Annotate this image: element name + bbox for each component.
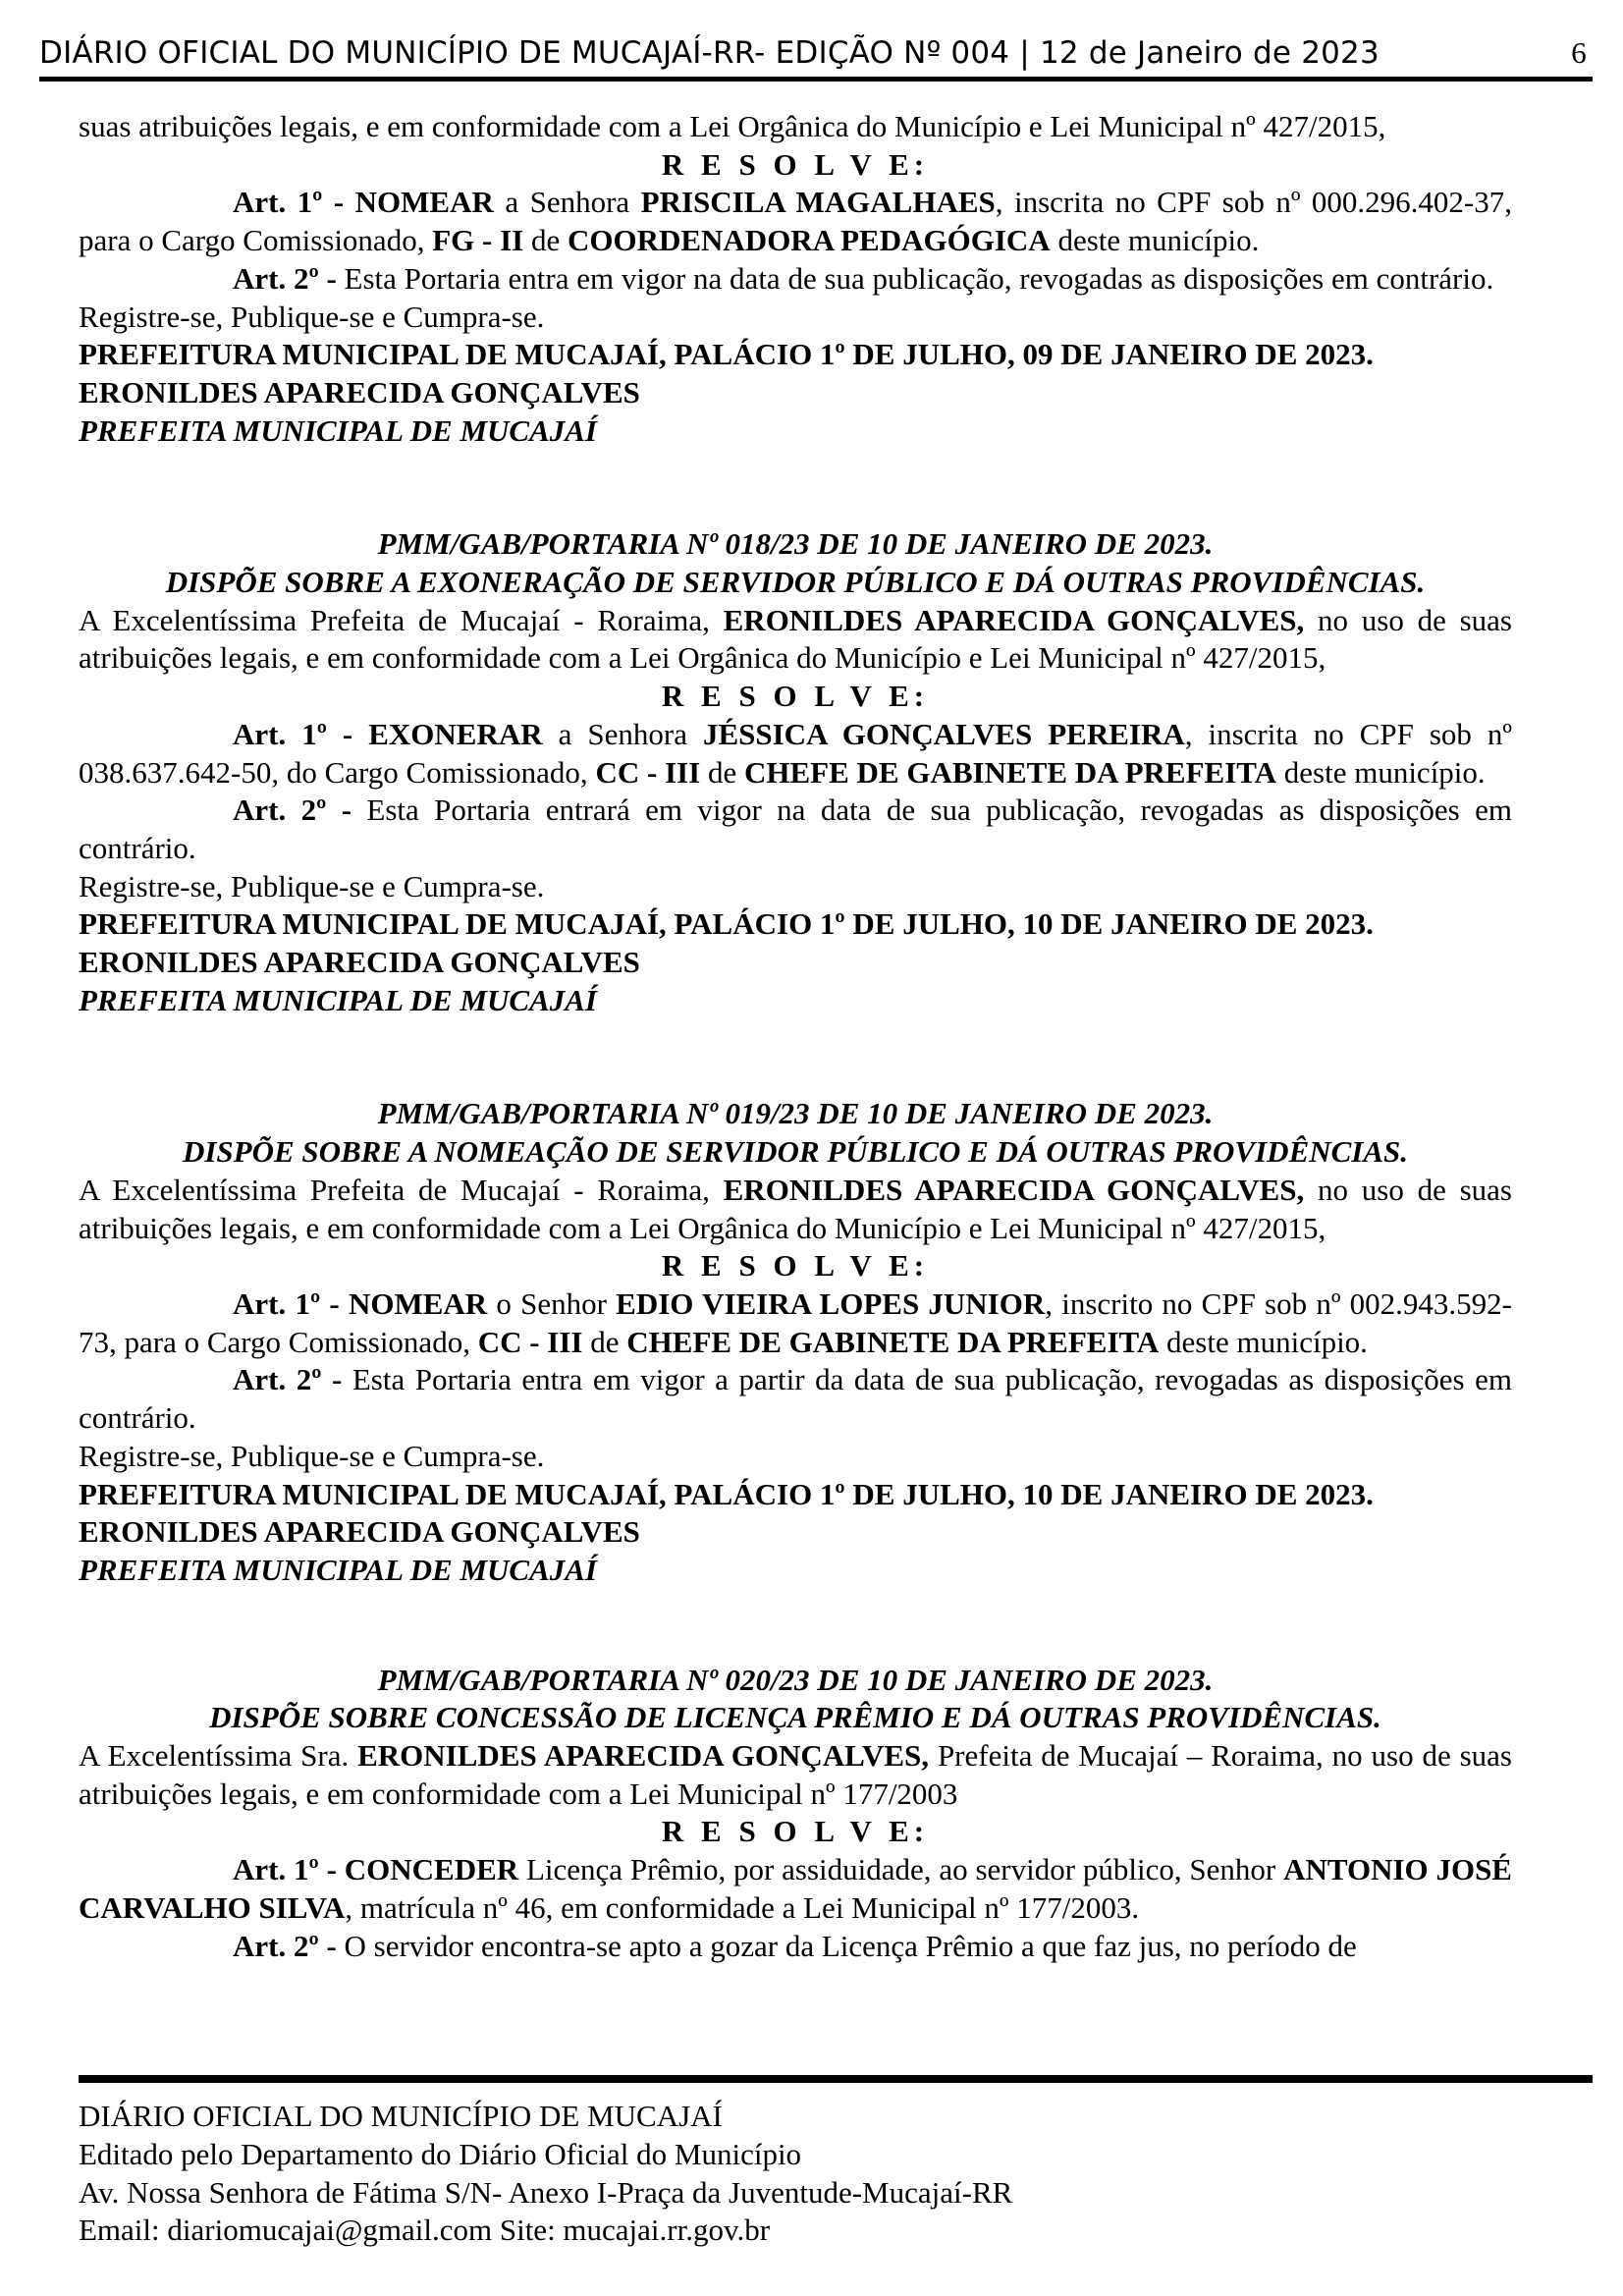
- spacer: [79, 1019, 1512, 1095]
- resolve-heading: R E S O L V E:: [661, 1814, 930, 1849]
- footer-rule: [79, 2075, 1593, 2083]
- portaria-019: [79, 1095, 1512, 1589]
- article-label: Art. 1º - NOMEAR: [233, 185, 494, 220]
- signer-title: PREFEITA MUNICIPAL DE MUCAJAÍ: [79, 1552, 597, 1587]
- article-1: Art. 1º - NOMEAR o Senhor EDIO VIEIRA LOPES JUNIOR, inscrito no CPF sob nº 002.943.592-73, para o Cargo Comissionado, CC - III de CHEFE DE GABINETE DA PREFEITA deste município.: [79, 1285, 1512, 1359]
- article-label: Art. 1º - CONCEDER: [233, 1852, 519, 1887]
- article-label: Art. 2º -: [233, 793, 352, 828]
- registre-line: Registre-se, Publique-se e Cumpra-se.: [79, 299, 545, 334]
- signer-name: ERONILDES APARECIDA GONÇALVES: [79, 1514, 640, 1550]
- article-1: Art. 1º - EXONERAR a Senhora JÉSSICA GONÇALVES PEREIRA, inscrita no CPF sob nº 038.637.642-50, do Cargo Comissionado, CC - III de CHEFE DE GABINETE DA PREFEITA deste município.: [79, 716, 1513, 790]
- registre-line: Registre-se, Publique-se e Cumpra-se.: [79, 868, 545, 903]
- portaria-title: PMM/GAB/PORTARIA Nº 019/23 DE 10 DE JANEIRO DE 2023.: [377, 1096, 1214, 1131]
- article-label: Art. 1º - NOMEAR: [233, 1285, 488, 1321]
- article-label: Art. 2º -: [233, 1928, 337, 1963]
- signer-name: ERONILDES APARECIDA GONÇALVES: [79, 374, 640, 410]
- signer-title: PREFEITA MUNICIPAL DE MUCAJAÍ: [79, 982, 597, 1017]
- portaria-018: [79, 525, 1512, 1019]
- page-number: 6: [1571, 35, 1587, 70]
- portaria-continuation: [79, 108, 1512, 450]
- resolve-heading: R E S O L V E:: [661, 1248, 930, 1284]
- footer-editor: Editado pelo Departamento do Diário Oficial do Município: [79, 2136, 802, 2171]
- person-name: JÉSSICA GONÇALVES PEREIRA: [702, 716, 1185, 751]
- article-label: Art. 1º - EXONERAR: [233, 716, 543, 751]
- person-name: PRISCILA MAGALHAES: [640, 185, 996, 220]
- person-name: ANTONIO JOSÉ CARVALHO SILVA: [79, 1852, 1512, 1925]
- role-name: CHEFE DE GABINETE DA PREFEITA: [744, 754, 1277, 790]
- portaria-subject: DISPÕE SOBRE A NOMEAÇÃO DE SERVIDOR PÚBLICO E DÁ OUTRAS PROVIDÊNCIAS.: [182, 1134, 1409, 1170]
- article-1: Art. 1º - NOMEAR a Senhora PRISCILA MAGALHAES, inscrita no CPF sob nº 000.296.402-37, para o Cargo Comissionado, FG - II de COORDENADORA PEDAGÓGICA deste município.: [79, 185, 1512, 258]
- page-footer: [79, 2098, 1512, 2250]
- prefeitura-line: PREFEITURA MUNICIPAL DE MUCAJAÍ, PALÁCIO 1º DE JULHO, 09 DE JANEIRO DE 2023.: [79, 337, 1374, 372]
- article-2: Art. 2º - O servidor encontra-se apto a gozar da Licença Prêmio a que faz jus, no período de: [233, 1928, 1357, 1963]
- article-2: Art. 2º - Esta Portaria entra em vigor a partir da data de sua publicação, revogadas as disposições em contrário.: [79, 1362, 1512, 1436]
- header-title: DIÁRIO OFICIAL DO MUNICÍPIO DE MUCAJAÍ-RR- EDIÇÃO Nº 004 | 12 de Janeiro de 2023: [39, 35, 1380, 71]
- portaria-subject: DISPÕE SOBRE CONCESSÃO DE LICENÇA PRÊMIO E DÁ OUTRAS PROVIDÊNCIAS.: [209, 1700, 1381, 1735]
- portaria-020: [79, 1662, 1512, 1966]
- person-name: EDIO VIEIRA LOPES JUNIOR: [616, 1285, 1046, 1321]
- portaria-intro: A Excelentíssima Prefeita de Mucajaí - Roraima, ERONILDES APARECIDA GONÇALVES, no uso de suas atribuições legais, e em conformidade com a Lei Orgânica do Município e Lei Municipal nº 427/2015,: [79, 1172, 1512, 1245]
- mayor-name: ERONILDES APARECIDA GONÇALVES,: [723, 602, 1305, 637]
- article-label: Art. 2º -: [233, 260, 337, 296]
- resolve-heading: R E S O L V E:: [661, 146, 930, 182]
- article-2: Art. 2º - Esta Portaria entrará em vigor na data de sua publicação, revogadas as disposições em contrário.: [79, 793, 1512, 865]
- footer-title: DIÁRIO OFICIAL DO MUNICÍPIO DE MUCAJAÍ: [79, 2099, 723, 2133]
- portaria-subject: DISPÕE SOBRE A EXONERAÇÃO DE SERVIDOR PÚBLICO E DÁ OUTRAS PROVIDÊNCIAS.: [165, 565, 1426, 600]
- portaria-intro: A Excelentíssima Prefeita de Mucajaí - Roraima, ERONILDES APARECIDA GONÇALVES, no uso de suas atribuições legais, e em conformidade com a Lei Orgânica do Município e Lei Municipal nº 427/2015,: [79, 602, 1512, 676]
- role-name: CHEFE DE GABINETE DA PREFEITA: [626, 1324, 1160, 1359]
- portaria-title: PMM/GAB/PORTARIA Nº 020/23 DE 10 DE JANEIRO DE 2023.: [377, 1662, 1214, 1697]
- portaria-title: PMM/GAB/PORTARIA Nº 018/23 DE 10 DE JANEIRO DE 2023.: [377, 526, 1214, 562]
- prefeitura-line: PREFEITURA MUNICIPAL DE MUCAJAÍ, PALÁCIO 1º DE JULHO, 10 DE JANEIRO DE 2023.: [79, 906, 1374, 942]
- document-body: [79, 108, 1512, 1965]
- portaria-intro: A Excelentíssima Sra. ERONILDES APARECIDA GONÇALVES, Prefeita de Mucajaí – Roraima, no uso de suas atribuições legais, e em conformidade com a Lei Municipal nº 177/2003: [79, 1738, 1512, 1811]
- header-rule: [39, 77, 1593, 82]
- intro-continuation: suas atribuições legais, e em conformidade com a Lei Orgânica do Município e Lei Municipal nº 427/2015,: [79, 109, 1386, 143]
- spacer: [79, 1590, 1512, 1662]
- page-header: [39, 35, 1593, 81]
- mayor-name: ERONILDES APARECIDA GONÇALVES,: [357, 1738, 930, 1774]
- signer-name: ERONILDES APARECIDA GONÇALVES: [79, 945, 640, 980]
- registre-line: Registre-se, Publique-se e Cumpra-se.: [79, 1438, 545, 1473]
- prefeitura-line: PREFEITURA MUNICIPAL DE MUCAJAÍ, PALÁCIO 1º DE JULHO, 10 DE JANEIRO DE 2023.: [79, 1476, 1374, 1511]
- resolve-heading: R E S O L V E:: [661, 679, 930, 714]
- signer-title: PREFEITA MUNICIPAL DE MUCAJAÍ: [79, 412, 597, 448]
- article-2: Art. 2º - Esta Portaria entra em vigor na data de sua publicação, revogadas as disposições em contrário.: [233, 260, 1494, 296]
- spacer: [79, 450, 1512, 525]
- mayor-name: ERONILDES APARECIDA GONÇALVES,: [723, 1172, 1305, 1207]
- role-name: COORDENADORA PEDAGÓGICA: [567, 223, 1051, 258]
- article-1: Art. 1º - CONCEDER Licença Prêmio, por assiduidade, ao servidor público, Senhor ANTONIO JOSÉ CARVALHO SILVA, matrícula nº 46, em conformidade a Lei Municipal nº 177/2003.: [79, 1852, 1512, 1925]
- article-label: Art. 2º -: [233, 1362, 343, 1397]
- footer-contact: Email: diariomucajai@gmail.com Site: mucajai.rr.gov.br: [79, 2213, 771, 2248]
- footer-address: Av. Nossa Senhora de Fátima S/N- Anexo I-Praça da Juventude-Mucajaí-RR: [79, 2174, 1013, 2210]
